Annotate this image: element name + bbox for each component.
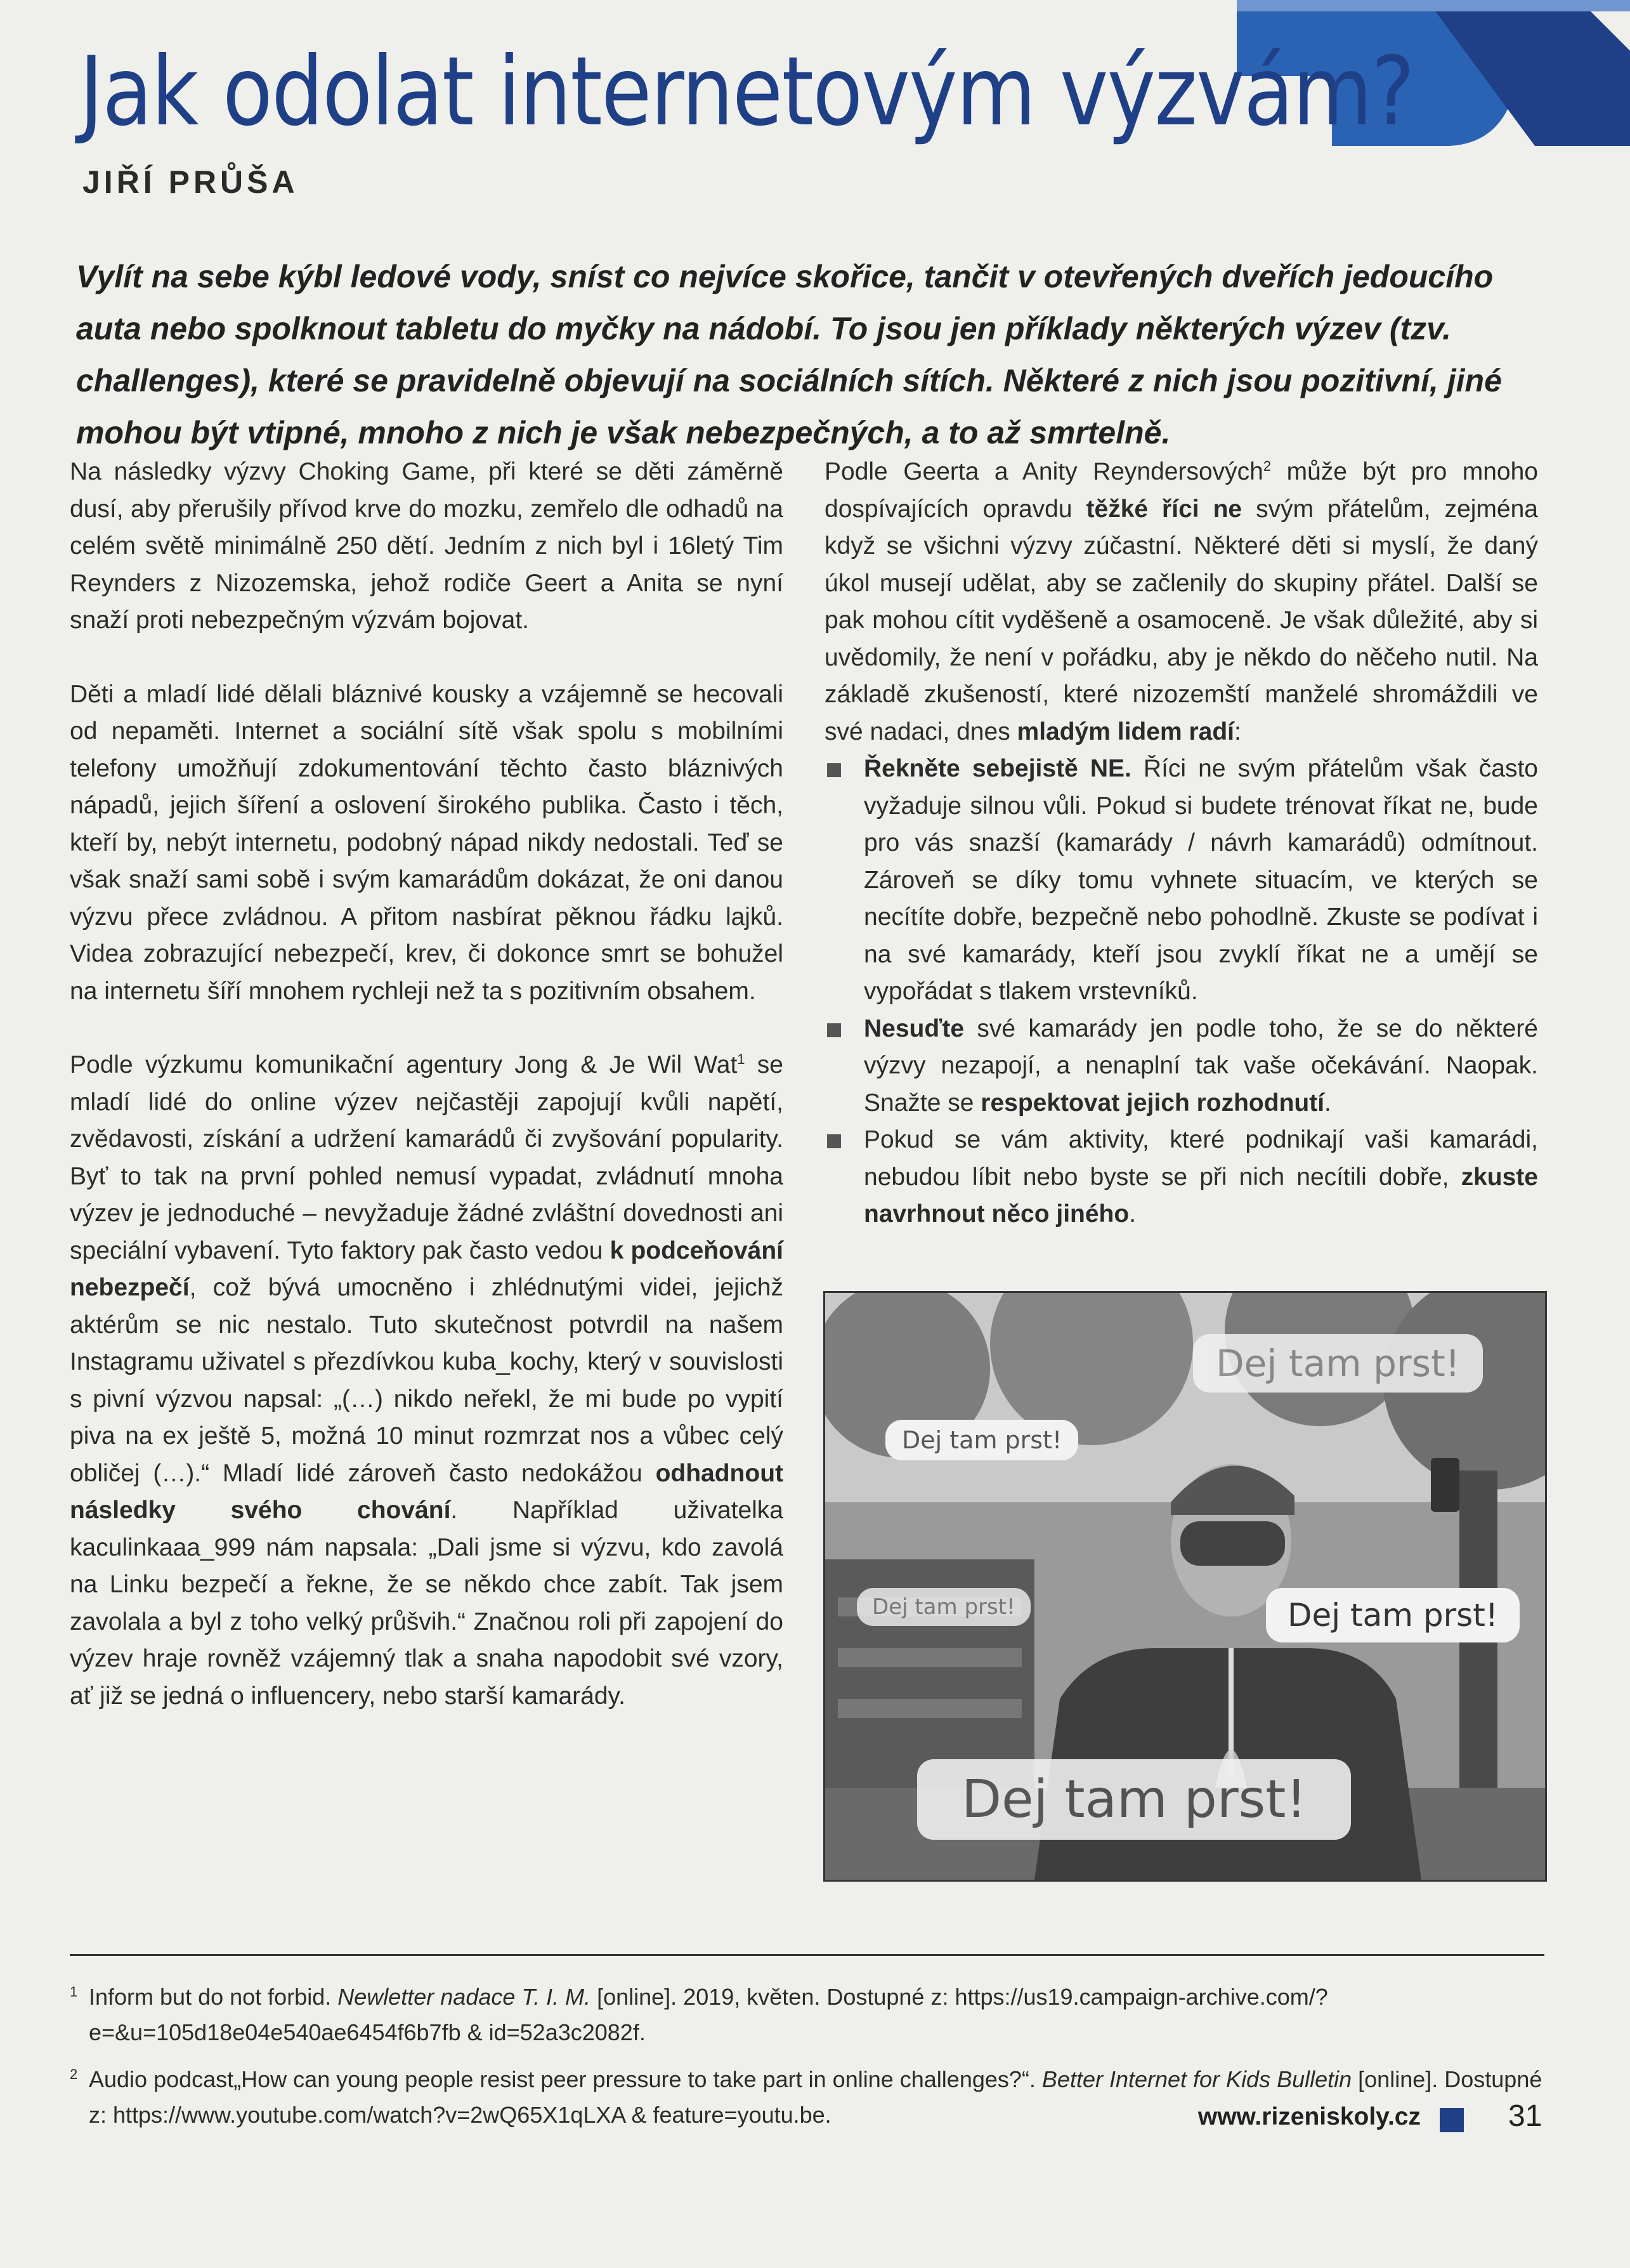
footnote-ref: 2 (1263, 458, 1272, 474)
article-author: JIŘÍ PRŮŠA (82, 164, 299, 200)
left-column (70, 454, 783, 1752)
bold-text: Řekněte sebejistě NE. (864, 755, 1131, 782)
text-span: Audio podcast„How can young people resist peer pressure to take part in online challenges?“. (89, 2066, 1042, 2092)
footer-website: www.rizeniskoly.cz (1197, 2103, 1421, 2130)
text-span: Říci ne svým přátelům však často vyžaduje silnou vůli. Pokud si budete trénovat říkat ne, bude pro vás snazší (kamarády / návrh kamarádů) odmítnout. Zároveň se díky tomu vyhnete situacím, ve kterých se necítíte dobře, bezpečně nebo pohodlně. Zkuste se podívat i na své kamarády, kteří jsou zvyklí říkat ne a umějí se vypořádat s tlakem vrstevníků. (864, 755, 1538, 1005)
text-span: své kamarády jen podle toho, že se do některé výzvy nezapojí, a nenaplní tak vaše očekávání. Naopak. Snažte se (864, 1014, 1538, 1117)
bold-text: odhadnout následky svého chování (70, 1459, 783, 1524)
text-span: Inform but do not forbid. (89, 1984, 338, 2010)
article-photo (823, 1291, 1547, 1882)
speech-bubble: Dej tam prst! (885, 1420, 1078, 1460)
paragraph: Na následky výzvy Choking Game, při které se děti záměrně dusí, aby přerušily přívod krve do mozku, zemřelo dle odhadů na celém světě minimálně 250 dětí. Jedním z nich byl i 16letý Tim Reynders z Nizozemska, jehož rodiče Geert a Anita se nyní snaží proti nebezpečným výzvám bojovat. (70, 458, 783, 634)
advice-list (825, 751, 1538, 1233)
square-icon (1440, 2108, 1464, 2132)
bold-text: zkuste navrhnout něco jiného (864, 1163, 1538, 1228)
bullet-square-icon (827, 1134, 841, 1148)
bold-text: k podceňování nebezpečí (70, 1236, 783, 1301)
text-span: se mladí lidé do online výzev nejčastěji zapojují kvůli napětí, zvědavosti, získání a udržení kamarádů či zvyšování popularity. Byť to tak na první pohled nemusí vypadat, zvládnutí mnoha výzev je jednoduché – nevyžaduje žádné zvláštní dovednosti ani speciální vybavení. Tyto faktory pak často vedou (70, 1051, 783, 1264)
article-title: Jak odolat internetovým výzvám? (79, 37, 1414, 147)
paragraph (825, 454, 1538, 751)
speech-bubble: Dej tam prst! (1193, 1334, 1483, 1393)
speech-bubble: Dej tam prst! (1266, 1588, 1520, 1642)
bullet-square-icon (827, 1023, 841, 1037)
text-span: . (1324, 1089, 1331, 1117)
bullet-square-icon (827, 763, 841, 777)
right-column (825, 454, 1538, 1233)
article-lead: Vylít na sebe kýbl ledové vody, sníst co nejvíce skořice, tančit v otevřených dveřích jedoucího auta nebo spolknout tabletu do myčky na nádobí. To jsou jen příklady některých výzev (tzv. challenges), které se pravidelně objevují na sociálních sítích. Některé z nich jsou pozitivní, jiné mohou být vtipné, mnoho z nich je však nebezpečných, a to až smrtelně. (76, 259, 1502, 450)
text-span: Podle Geerta a Anity Reyndersových (825, 458, 1263, 485)
text-span: může být pro mnoho dospívajících opravdu (825, 458, 1538, 523)
page-number: 31 (1508, 2099, 1542, 2133)
speech-bubble: Dej tam prst! (857, 1588, 1031, 1626)
footnote-divider (70, 1954, 1544, 1956)
bold-text: Nesuďte (864, 1014, 965, 1042)
list-item (825, 751, 1538, 1011)
text-span: svým přátelům, zejména když se všichni výzvy zúčastní. Některé děti si myslí, že daný úkol musejí udělat, aby se začlenily do skupiny přátel. Další se pak mohou cítit vyděšeně a osamoceně. Je však důležité, aby si uvědomily, že není v pořádku, aby je někdo do něčeho nutil. Na základě zkušeností, které nizozemští manželé shromáždili ve své nadaci, dnes (825, 495, 1538, 745)
paragraph: Děti a mladí lidé dělali bláznivé kousky a vzájemně se hecovali od nepaměti. Internet a sociální sítě však spolu s mobilními telefony umožňují zdokumentování těchto často bláznivých nápadů, jejich šíření a oslovení širokého publika. Často i těch, kteří by, nebýt internetu, podobný nápad nikdy nedostali. Teď se však snaží sami sobě i svým kamarádům dokázat, že oni danou výzvu přece zvládnou. A přitom nasbírat pěknou řádku lajků. Videa zobrazující nebezpečí, krev, či dokonce smrt se bohužel na internetu šíří mnohem rychleji než ta s pozitivním obsahem. (70, 680, 783, 1005)
italic-text: Better Internet for Kids Bulletin (1041, 2066, 1352, 2092)
footnote-number: 1 (70, 1984, 78, 2000)
text-span: [online]. Dostupné z: https://www.youtube.com/watch?v=2wQ65X1qLXA & feature=youtu.be. (89, 2066, 1542, 2128)
text-span: . (1129, 1200, 1137, 1228)
speech-bubble: Dej tam prst! (917, 1759, 1351, 1840)
footnote-ref: 1 (737, 1051, 745, 1067)
bold-text: těžké říci ne (1086, 495, 1242, 523)
bold-text: respektovat jejich rozhodnutí (981, 1089, 1325, 1117)
bold-text: mladým lidem radí (1017, 718, 1234, 745)
paragraph (70, 1047, 783, 1715)
footnote-number: 2 (70, 2066, 78, 2082)
text-span: : (1234, 718, 1241, 745)
text-span: Pokud se vám aktivity, které podnikají vaši kamarádi, nebudou líbit nebo byste se při nich necítili dobře, (864, 1126, 1538, 1191)
text-span: Podle výzkumu komunikační agentury Jong & Je Wil Wat (70, 1051, 738, 1078)
list-item (825, 1011, 1538, 1122)
footnote (70, 1979, 1544, 2050)
list-item (825, 1122, 1538, 1233)
italic-text: Newletter nadace T. I. M. (337, 1984, 591, 2010)
text-span: [online]. 2019, květen. Dostupné z: https://us19.campaign-archive.com/?e=&u=105d18e04e540ae6454f6b7fb & id=52a3c2082f. (89, 1984, 1328, 2045)
text-span: , což bývá umocněno i zhlédnutými videi, jejichž aktérům se nic nestalo. Tuto skutečnost potvrdil na našem Instagramu uživatel s přezdívkou kuba_kochy, který v souvislosti s pivní výzvou napsal: „(…) nikdo neřekl, že mi bude po vypití piva na ex ještě 5, možná 10 minut rozmrzat nos a vůbec celý obličej (…).“ Mladí lidé zároveň často nedokážou (70, 1274, 783, 1487)
text-span: . Například uživatelka kaculinkaaa_999 nám napsala: „Dali jsme si výzvu, kdo zavolá na Linku bezpečí a řekne, že se někdo chce zabít. Tak jsem zavolala a byl z toho velký průšvih.“ Značnou roli při zapojení do výzev hraje rovněž vzájemný tlak a snaha napodobit své vzory, ať již se jedná o influencery, nebo starší kamarády. (70, 1497, 783, 1710)
